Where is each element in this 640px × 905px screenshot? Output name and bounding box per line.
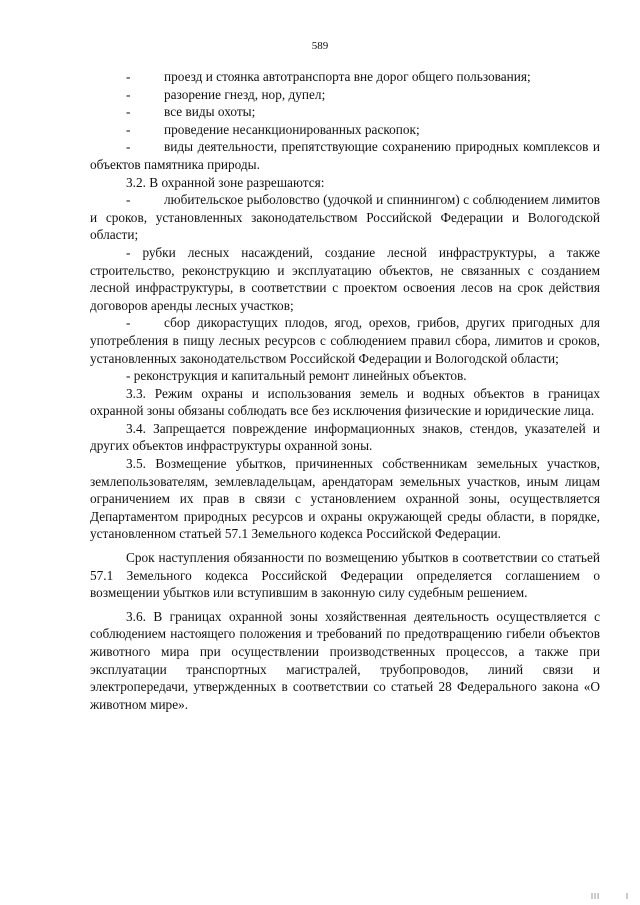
- list-item-text: проезд и стоянка автотранспорта вне дорог общего пользования;: [164, 69, 531, 84]
- paragraph-3-6: 3.6. В границах охранной зоны хозяйственная деятельность осуществляется с соблюдением настоящего положения и требований по предотвращению гибели объектов животного мира при осуществлении производственных процессов, а также при эксплуатации транспортных магистралей, трубопроводов, линий связи и электропередачи, утвержденных в соответствии со статьей 28 Федерального закона «О животном мире».: [90, 608, 600, 712]
- paragraph: Срок наступления обязанности по возмещению убытков в соответствии со статьей 57.1 Земельного кодекса Российской Федерации определяется соглашением о возмещении убытков или вступившим в законную силу судебным решением.: [90, 550, 600, 601]
- paragraph-3-5: 3.5. Возмещение убытков, причиненных собственникам земельных участков, землепользователям, землевладельцам, арендаторам земельных участков, иным лицам ограничением их прав в связи с установлением охранной зоны, осуществляется Департаментом природных ресурсов и охраны окружающей среды области, в порядке, установленном статьей 57.1 Земельного кодекса Российской Федерации.: [90, 456, 600, 542]
- dash-marker: -: [126, 104, 131, 120]
- dash-marker: -: [126, 192, 131, 208]
- paragraph-3-4: 3.4. Запрещается повреждение информационных знаков, стендов, указателей и других объектов инфраструктуры охранной зоны.: [90, 420, 600, 454]
- scan-mark-icon: [590, 892, 630, 900]
- paragraph-3-3: 3.3. Режим охраны и использования земель и водных объектов в границах охранной зоны обязаны соблюдать все без исключения физические и юридические лица.: [90, 385, 600, 419]
- dash-marker: -: [126, 139, 131, 155]
- list-item-text: все виды охоты;: [164, 104, 256, 120]
- list-item: [90, 86, 600, 104]
- dash-marker: -: [126, 86, 131, 102]
- scan-artifact: [590, 892, 630, 902]
- document-body: [90, 68, 600, 713]
- list-item-wrapped: [90, 314, 600, 367]
- list-item-text: любительское рыболовство (удочкой и спиннингом) с соблюдением лимитов и сроков, установленных законодательством Российской Федерации и Вологодской области;: [90, 192, 600, 243]
- paragraph: - рубки лесных насаждений, создание лесной инфраструктуры, а также строительство, реконструкцию и эксплуатацию объектов, не связанных с созданием лесной инфраструктуры, в соответствии с проектом освоения лесов на срок действия договоров аренды лесных участков;: [90, 244, 600, 313]
- list-item-text: проведение несанкционированных раскопок;: [164, 121, 420, 137]
- dash-marker: -: [126, 121, 131, 137]
- paragraph: - реконструкция и капитальный ремонт линейных объектов.: [126, 368, 467, 384]
- page-number: 589: [311, 40, 329, 52]
- list-item: [90, 68, 600, 86]
- list-item-text: разорение гнезд, нор, дупел;: [164, 86, 326, 102]
- list-item-text: виды деятельности, препятствующие сохранению природных комплексов и объектов памятника природы.: [90, 139, 600, 172]
- dash-marker: -: [126, 69, 131, 84]
- list-item-wrapped: [90, 191, 600, 244]
- section-heading-3-2: 3.2. В охранной зоне разрешаются:: [126, 174, 325, 190]
- list-item: [90, 121, 600, 139]
- list-item-wrapped: [90, 138, 600, 173]
- dash-marker: -: [126, 315, 131, 331]
- list-item: [90, 103, 600, 121]
- list-item-text: сбор дикорастущих плодов, ягод, орехов, грибов, других пригодных для употребления в пищу лесных ресурсов с соблюдением правил сбора, лимитов и сроков, установленных законодательством Российской Федерации и Вологодской области;: [90, 315, 600, 366]
